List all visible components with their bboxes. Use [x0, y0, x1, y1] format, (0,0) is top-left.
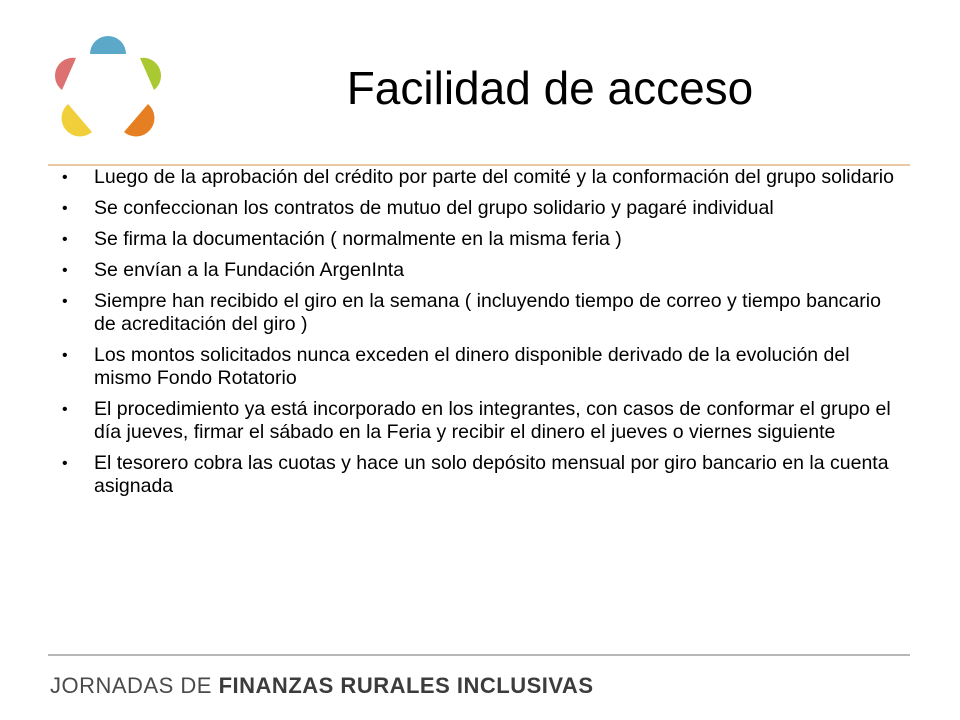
bullet-dot-icon: •	[62, 401, 68, 418]
slide-title: Facilidad de acceso	[346, 62, 754, 114]
bullet-dot-icon: •	[62, 262, 68, 279]
bullet-text: Los montos solicitados nunca exceden el dinero disponible derivado de la evolución del mismo Fondo Rotatorio	[94, 344, 850, 389]
bullet-list	[62, 166, 902, 498]
bullet-dot-icon: •	[62, 347, 68, 364]
bullet-text: Luego de la aprobación del crédito por parte del comité y la conformación del grupo solidario	[94, 166, 894, 188]
footer-brand	[50, 672, 594, 700]
bullet-item	[62, 344, 902, 390]
logo-petal-left	[55, 58, 76, 90]
flower-logo-icon	[44, 26, 172, 146]
bullet-text: Se envían a la Fundación ArgenInta	[94, 259, 405, 281]
bullet-text: Siempre han recibido el giro en la semana ( incluyendo tiempo de correo y tiempo bancario de acreditación del giro )	[94, 290, 881, 335]
bullet-text: El procedimiento ya está incorporado en los integrantes, con casos de conformar el grupo el día jueves, firmar el sábado en la Feria y recibir el dinero el jueves o viernes siguiente	[94, 398, 891, 443]
bullet-item	[62, 290, 902, 336]
bullet-dot-icon: •	[62, 293, 68, 310]
footer-brand-bold: FINANZAS RURALES INCLUSIVAS	[218, 673, 594, 698]
logo-petal-top	[90, 36, 126, 54]
bullet-dot-icon: •	[62, 200, 68, 217]
bullet-dot-icon: •	[62, 231, 68, 248]
bullet-text: El tesorero cobra las cuotas y hace un solo depósito mensual por giro bancario en la cuenta asignada	[94, 452, 889, 497]
footer-brand-light: JORNADAS DE	[50, 673, 212, 698]
logo-petal-bottom-right	[124, 104, 154, 136]
bullet-item	[62, 398, 902, 444]
bullet-text: Se firma la documentación ( normalmente en la misma feria )	[94, 228, 622, 250]
footer-divider	[48, 654, 910, 656]
bullet-item	[62, 452, 902, 498]
bullet-dot-icon: •	[62, 169, 68, 186]
logo-petal-bottom-left	[62, 104, 92, 136]
bullet-item	[62, 228, 902, 251]
bullet-dot-icon: •	[62, 455, 68, 472]
logo-petal-right	[140, 58, 161, 90]
bullet-text: Se confeccionan los contratos de mutuo del grupo solidario y pagaré individual	[94, 197, 774, 219]
bullet-item	[62, 166, 902, 189]
bullet-item	[62, 197, 902, 220]
bullet-item	[62, 259, 902, 282]
